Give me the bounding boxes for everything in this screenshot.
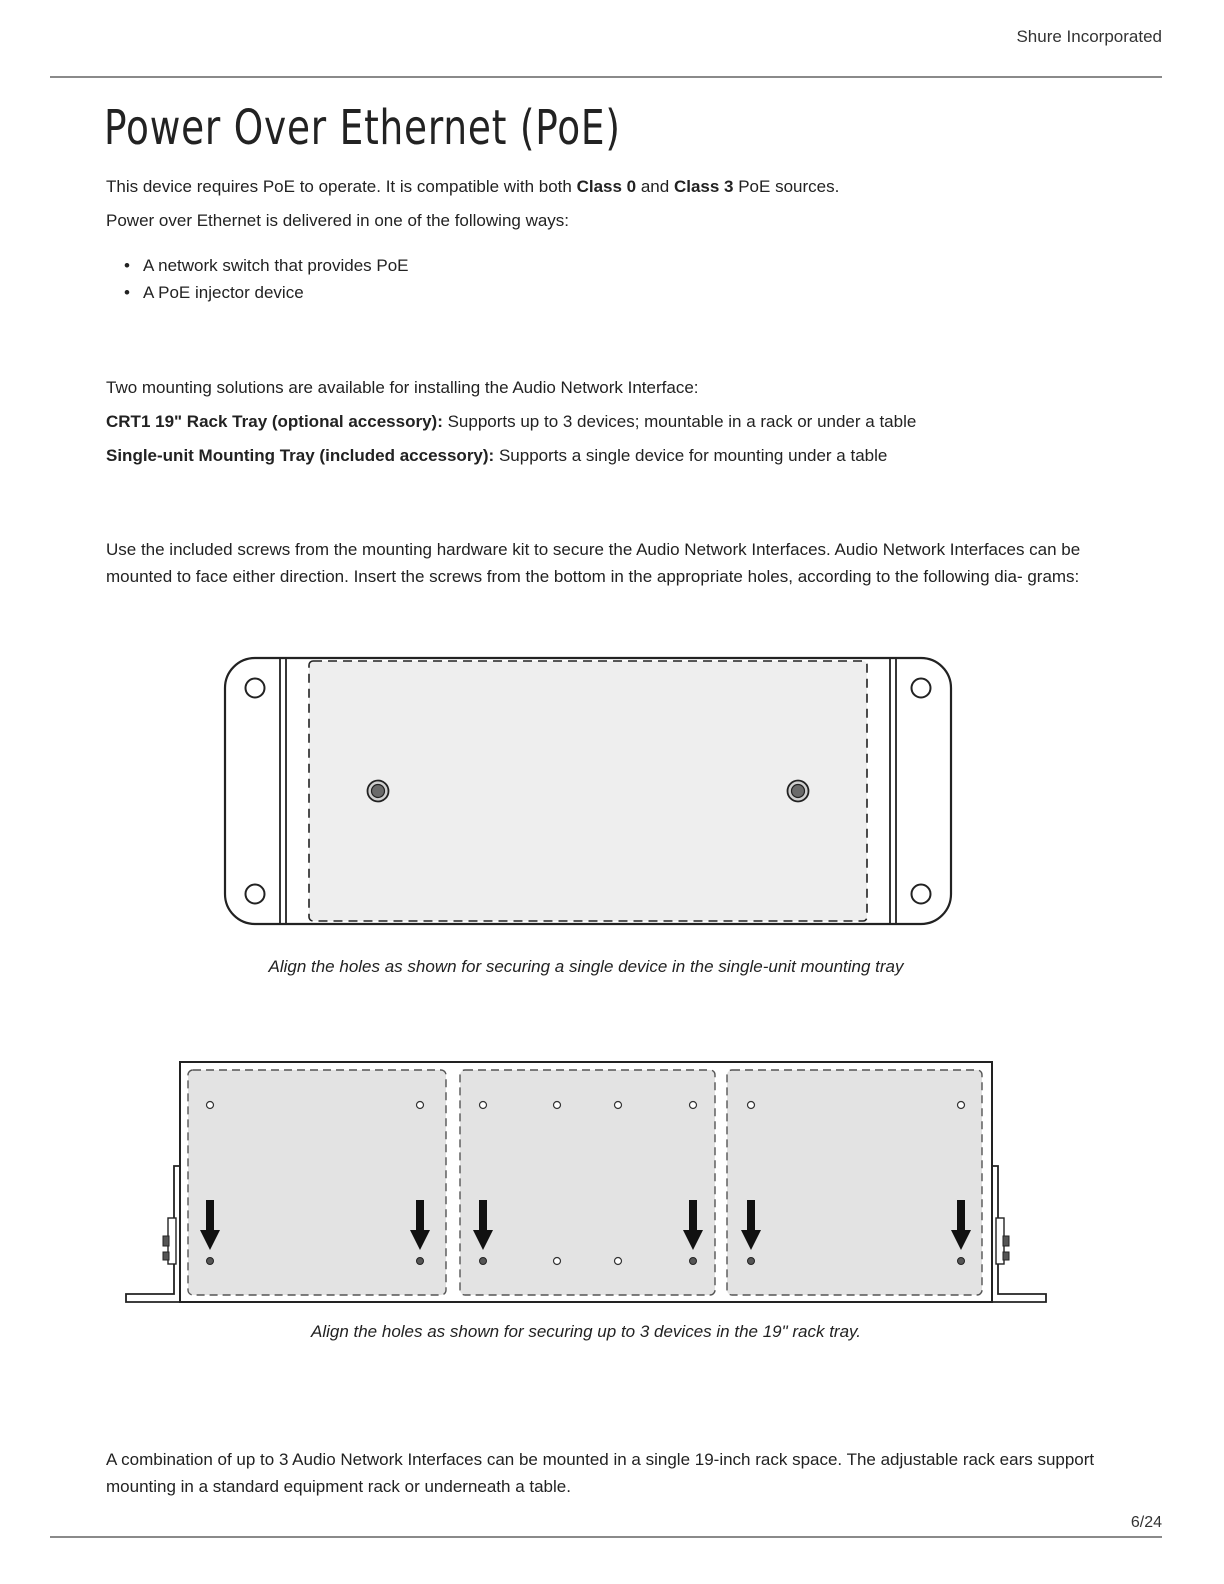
screw-hole (788, 781, 809, 802)
class3-label: Class 3 (673, 177, 734, 196)
footer-divider (50, 1536, 1162, 1538)
left-rack-ear (126, 1062, 180, 1302)
mounting-hole (417, 1102, 424, 1109)
mounting-hole (480, 1102, 487, 1109)
screw-hole (480, 1258, 487, 1265)
screw-hole (207, 1258, 214, 1265)
device-outline (309, 661, 867, 921)
rack-tray-diagram (120, 1056, 1054, 1310)
list-item: • A network switch that provides PoE (106, 252, 409, 279)
single-tray-description (106, 442, 887, 469)
page-number: 6/24 (1130, 1514, 1162, 1531)
mounting-hole (748, 1102, 755, 1109)
poe-delivery-text: Power over Ethernet is delivered in one of the following ways: (106, 211, 570, 230)
single-tray-caption: Align the holes as shown for securing a single device in the single-unit mounting tray (268, 957, 904, 976)
class0-label: Class 0 (576, 177, 637, 196)
poe-options-list (106, 252, 409, 306)
rack-combination-text: A combination of up to 3 Audio Network Interfaces can be mounted in a single 19-inch rack space. The adjustable rack ears support mounting in a standard equipment rack or underneath a table. (106, 1450, 1095, 1496)
mounting-hole (554, 1258, 561, 1265)
screw-hole (748, 1258, 755, 1265)
right-rack-ear (992, 1062, 1046, 1302)
page-title: Power Over Ethernet (PoE) (104, 100, 621, 156)
mounting-hole (615, 1102, 622, 1109)
crt1-text: Supports up to 3 devices; mountable in a rack or under a table (442, 412, 917, 431)
device-bay-2 (460, 1070, 715, 1295)
single-tray-text: Supports a single device for mounting under a table (494, 446, 888, 465)
mounting-hole (554, 1102, 561, 1109)
header-divider (50, 76, 1162, 78)
poe-intro-and: and (636, 177, 674, 196)
header-company: Shure Incorporated (1016, 27, 1162, 46)
screw-hole (958, 1258, 965, 1265)
screw-hole (368, 781, 389, 802)
mounting-hole (912, 679, 931, 698)
mounting-hole (912, 885, 931, 904)
single-tray-label: Single-unit Mounting Tray (included accessory): (106, 446, 495, 465)
mounting-hole (246, 679, 265, 698)
screw-hole (417, 1258, 424, 1265)
device-bay-3 (727, 1070, 982, 1295)
crt1-description (106, 408, 916, 435)
poe-intro-suffix: PoE sources. (733, 177, 840, 196)
mounting-hole (690, 1102, 697, 1109)
mounting-hole (246, 885, 265, 904)
screw-hole (690, 1258, 697, 1265)
screws-instructions: Use the included screws from the mounting hardware kit to secure the Audio Network Interfaces. Audio Network Interfaces can be mounted to face either direction. Insert the screws from the bottom in the appropriate holes, according to the following dia- grams: (106, 540, 1081, 586)
single-unit-tray-diagram (222, 655, 956, 929)
poe-intro (106, 173, 839, 200)
device-bay-1 (188, 1070, 446, 1295)
poe-intro-prefix: This device requires PoE to operate. It is compatible with both (106, 177, 577, 196)
list-item: • A PoE injector device (106, 279, 409, 306)
mounting-hole (958, 1102, 965, 1109)
mounting-hole (207, 1102, 214, 1109)
mounting-hole (615, 1258, 622, 1265)
crt1-label: CRT1 19" Rack Tray (optional accessory): (106, 412, 443, 431)
mounting-intro: Two mounting solutions are available for installing the Audio Network Interface: (106, 378, 699, 397)
rack-tray-caption: Align the holes as shown for securing up to 3 devices in the 19" rack tray. (310, 1322, 862, 1341)
